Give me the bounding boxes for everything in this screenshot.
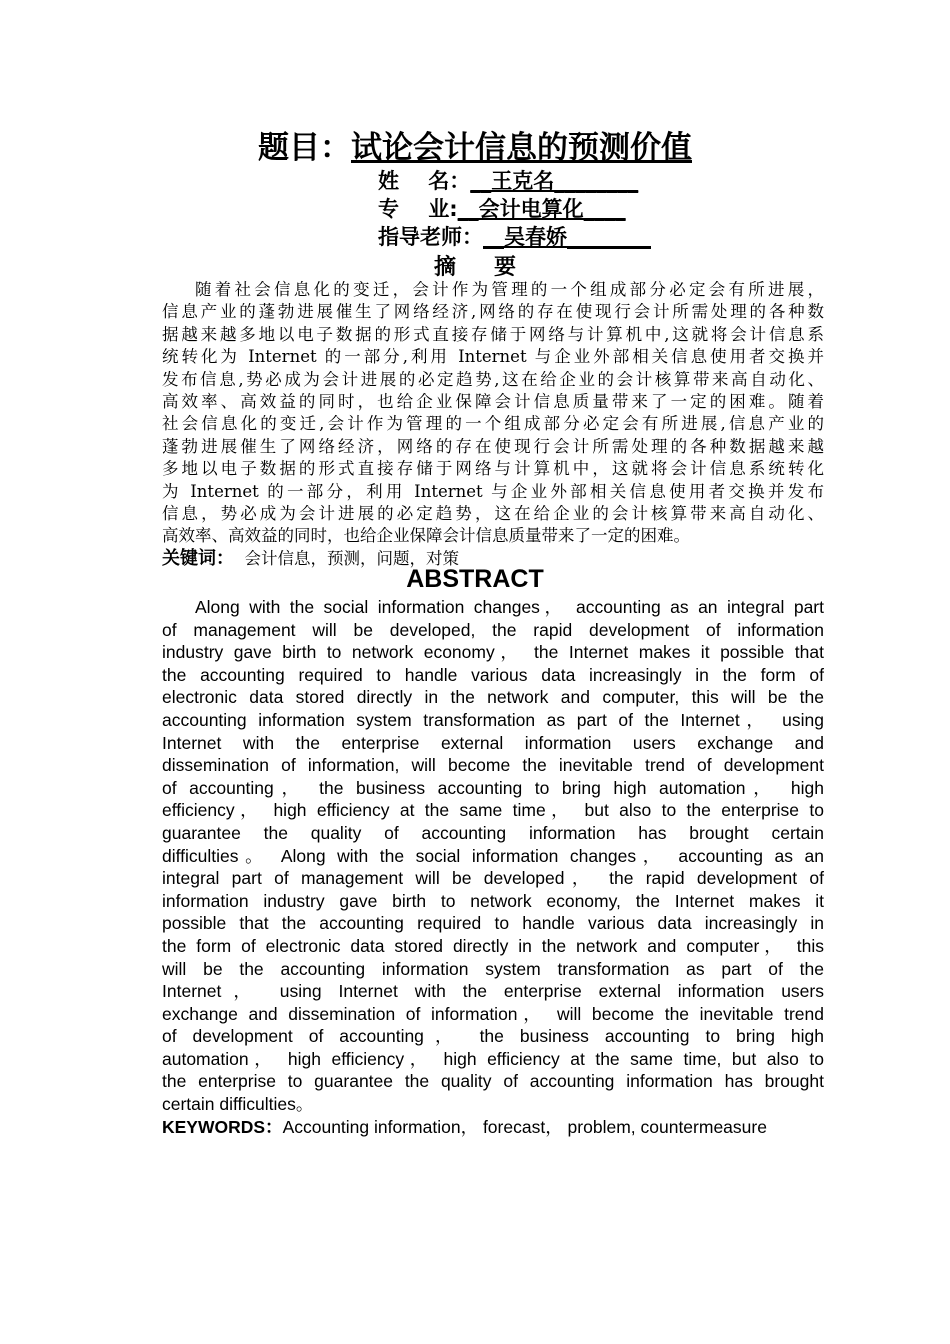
paragraph-line: of accounting， the business accounting to bring high automation， high [162, 777, 824, 798]
paragraph-line: Along with the social information changes， accounting as an integral part [195, 597, 824, 617]
paragraph-line: the enterprise to guarantee the quality of accounting information has brought [162, 1071, 824, 1092]
paragraph-line: integral part of management will be developed， the rapid development of [162, 868, 824, 889]
paragraph-line: possible that the accounting required to handle various data increasingly in [162, 913, 824, 934]
paragraph-line: difficulties。 Along with the social information changes， accounting as an [162, 845, 824, 866]
keywords-line [162, 1116, 824, 1138]
paragraph-line: exchange and dissemination of information， will become the inevitable trend [162, 1003, 824, 1024]
paragraph-line: dissemination of information, will become the inevitable trend of development [162, 755, 824, 776]
info-label: 指导老师： [378, 225, 483, 249]
paragraph-line: 多地以电子数据的形式直接存储于网络与计算机中，这就将会计信息系统转化 [162, 459, 824, 479]
paragraph-line: accounting information system transformation as part of the Internet， using [162, 709, 824, 730]
paragraph-line: efficiency， high efficiency at the same time， but also to the enterprise to [162, 800, 824, 821]
paragraph-line: of development of accounting， the business accounting to bring high [162, 1026, 824, 1047]
paragraph-line: 据越来越多地以电子数据的形式直接存储于网络与计算机中,这就将会计信息系 [162, 324, 824, 344]
paragraph-line: information industry gave birth to network economy, the Internet makes it [162, 890, 824, 911]
paragraph-line: electronic data stored directly in the network and computer, this will be the [162, 687, 824, 708]
paragraph-line: Internet with the enterprise external information users exchange and [162, 732, 824, 753]
paragraph-line: of management will be developed, the rapid development of information [162, 619, 824, 640]
abstract-en-heading: ABSTRACT [406, 565, 544, 593]
info-label: 专 业: [378, 197, 458, 221]
info-value: __王克名________ [470, 169, 639, 193]
abstract-cn-body [162, 279, 824, 570]
abstract-en-body [162, 596, 824, 1138]
paragraph-line: guarantee the quality of accounting information has brought certain [162, 822, 824, 843]
paragraph-line: the form of electronic data stored directly in the network and computer， this [162, 935, 824, 956]
paragraph-line: 社会信息化的变迁,会计作为管理的一个组成部分必定会有所进展,信息产业的 [162, 414, 824, 434]
title-text: 试论会计信息的预测价值 [351, 130, 692, 166]
paragraph-line: 随着社会信息化的变迁，会计作为管理的一个组成部分必定会有所进展， [195, 280, 824, 299]
paragraph-line: 高效率、高效益的同时，也给企业保障会计信息质量带来了一定的困难。 [162, 526, 690, 546]
info-name [378, 167, 638, 195]
info-label: 姓 名： [378, 169, 471, 193]
abstract-cn-heading: 摘要 [433, 255, 554, 280]
keywords-value: 会计信息，预测，问题，对策 [244, 548, 459, 568]
info-value: __会计电算化____ [457, 197, 626, 221]
paragraph-line: 信息产业的蓬勃进展催生了网络经济,网络的存在使现行会计所需处理的各种数 [162, 302, 824, 322]
paragraph-line: automation， high efficiency， high efficiency at the same time, but also to [162, 1048, 824, 1069]
paragraph-line: industry gave birth to network economy， the Internet makes it possible that [162, 642, 824, 663]
info-value: __吴春娇________ [483, 225, 651, 249]
title-label: 题目： [258, 130, 351, 166]
paragraph-line: will be the accounting information system transformation as part of the [162, 958, 824, 979]
paragraph-line: 高效率、高效益的同时，也给企业保障会计信息质量带来了一定的困难。随着 [162, 391, 824, 411]
paragraph-line: 信息，势必成为会计进展的必定趋势，这在给企业的会计核算带来高自动化、 [162, 503, 824, 523]
paragraph-line: the accounting required to handle various data increasingly in the form of [162, 664, 824, 685]
paragraph-line: 为 Internet 的一部分，利用 Internet 与企业外部相关信息使用者交换并发布 [162, 481, 824, 501]
thesis-title [0, 128, 950, 168]
paragraph-line: Internet， using Internet with the enterprise external information users [162, 981, 824, 1002]
info-major [378, 195, 626, 223]
keywords-label: 关键词： [162, 547, 234, 569]
paragraph-line: 蓬勃进展催生了网络经济，网络的存在使现行会计所需处理的各种数据越来越 [162, 436, 824, 456]
keywords-label: KEYWORDS： [162, 1116, 283, 1137]
info-advisor [378, 223, 651, 251]
paragraph-line: 发布信息,势必成为会计进展的必定趋势,这在给企业的会计核算带来高自动化、 [162, 369, 824, 389]
paragraph-line: 统转化为 Internet 的一部分,利用 Internet 与企业外部相关信息使用者交换并 [162, 347, 824, 367]
paragraph-line: certain difficulties。 [162, 1094, 314, 1115]
keywords-value: Accounting information， forecast， problem, countermeasure [282, 1116, 767, 1137]
